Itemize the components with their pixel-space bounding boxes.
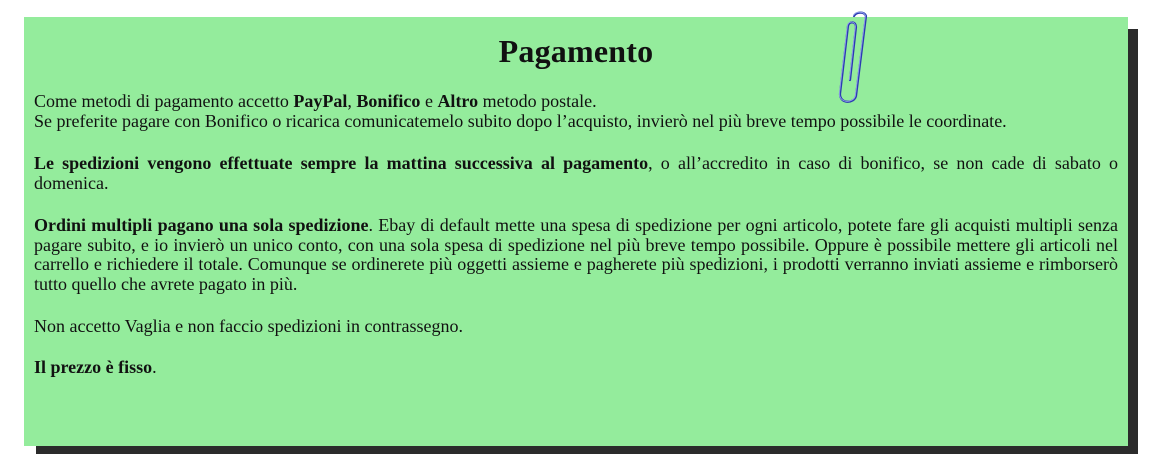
text-segment: e xyxy=(420,91,438,111)
paypal-label: PayPal xyxy=(293,91,348,111)
text-segment: , xyxy=(347,91,357,111)
payment-card xyxy=(24,17,1128,446)
text-segment: . xyxy=(152,356,157,377)
text-segment: metodo postale. xyxy=(478,91,597,111)
multiple-orders-highlight: Ordini multipli pagano una sola spedizione xyxy=(34,215,369,235)
text-segment: Come metodi di pagamento accetto xyxy=(34,91,294,111)
payment-methods-paragraph xyxy=(34,92,1118,131)
text-segment: . Ebay di default mette una spesa di spedizione per ogni articolo, potete fare gli acquisti multipli senza pagare subito, e io invierò un unico conto, con una sola spesa di spedizione nel più breve tempo possibile. Oppure è possibile mettere gli articoli nel carrello e richiedere il totale. Comunque se ordinerete più oggetti assieme e pagherete più spedizioni, i prodotti verranno inviati assieme e rimborserò tutto quello che avrete pagato in più. xyxy=(34,215,1118,294)
altro-label: Altro xyxy=(437,91,479,111)
paperclip-icon xyxy=(828,8,872,106)
payment-text xyxy=(34,92,1118,377)
no-vaglia-paragraph: Non accetto Vaglia e non faccio spedizioni in contrassegno. xyxy=(34,316,464,336)
bonifico-instructions: Se preferite pagare con Bonifico o ricarica comunicatemelo subito dopo l’acquisto, invierò nel più breve tempo possibile le coordinate. xyxy=(34,110,1007,131)
text-segment: , o all’accredito in caso di bonifico, se non cade di sabato o domenica. xyxy=(34,153,1118,193)
shipping-highlight: Le spedizioni vengono effettuate sempre la mattina successiva al pagamento xyxy=(34,153,649,173)
fixed-price-paragraph xyxy=(34,358,1118,378)
page-title: Pagamento xyxy=(498,33,654,69)
shipping-paragraph xyxy=(34,154,1118,193)
bonifico-label: Bonifico xyxy=(356,91,421,111)
multiple-orders-paragraph xyxy=(34,216,1118,294)
fixed-price-highlight: Il prezzo è fisso xyxy=(34,356,153,377)
